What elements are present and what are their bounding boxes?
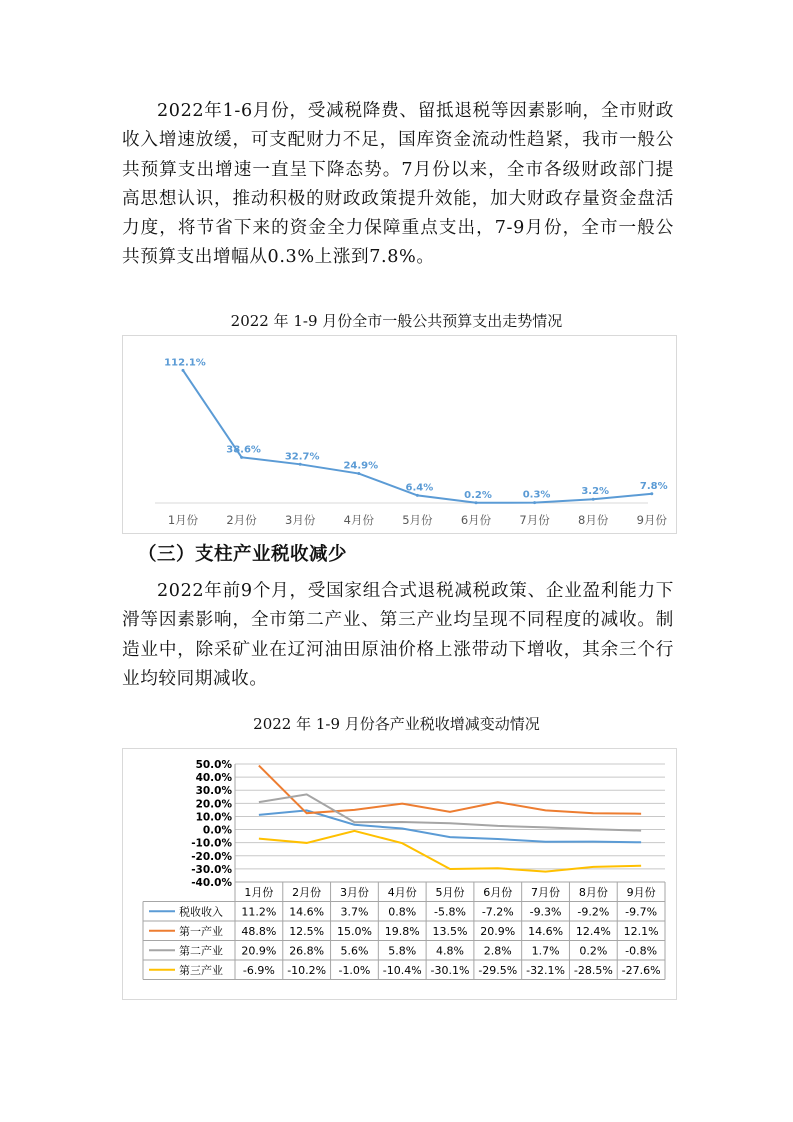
chart2-table-cell: 48.8% (241, 925, 277, 938)
chart2-x-tick-label: 9月份 (626, 886, 656, 899)
chart1-data-label: 6.4% (405, 482, 434, 494)
chart2-y-tick-label: 0.0% (202, 824, 232, 837)
chart2-series-line-0 (259, 810, 641, 842)
chart2-table-cell: -32.1% (526, 964, 566, 977)
chart2-x-tick-label: 5月份 (435, 886, 465, 899)
chart2-y-tick-label: -30.0% (191, 863, 232, 876)
chart2-x-tick-label: 4月份 (387, 886, 417, 899)
chart2-table-cell: 5.6% (340, 944, 369, 958)
chart2-table-cell: 14.6% (528, 925, 564, 938)
chart2-table-cell: -6.9% (242, 964, 275, 977)
chart2-table-cell: 26.8% (289, 944, 325, 958)
chart2-table-cell: -10.2% (287, 964, 327, 977)
chart2-table-cell: 1.7% (531, 944, 560, 958)
chart1-point (299, 463, 302, 466)
chart1-x-tick-label: 8月份 (578, 513, 609, 527)
section-heading: （三）支柱产业税收减少 (138, 544, 348, 565)
chart2-table-cell: 2.8% (483, 944, 512, 958)
chart1-point (475, 501, 478, 504)
chart2-table-cell: -10.4% (382, 964, 422, 977)
chart2-table-cell: 14.6% (289, 905, 325, 919)
chart2-legend-label: 第二产业 (179, 944, 223, 958)
chart1-x-tick-label: 4月份 (343, 513, 374, 527)
chart1-x-tick-label: 6月份 (460, 513, 492, 527)
chart2-x-tick-label: 7月份 (531, 886, 561, 899)
chart2-y-tick-label: 40.0% (195, 772, 232, 785)
chart1-data-label: 38.6% (226, 444, 261, 456)
chart2-series-line-1 (259, 766, 641, 814)
chart2-table-cell: -27.6% (621, 964, 661, 977)
chart-industry-tax (122, 748, 677, 1000)
chart2-x-tick-label: 6月份 (483, 886, 513, 899)
chart2-table-cell: 19.8% (384, 925, 420, 938)
chart2-y-tick-label: 50.0% (195, 759, 232, 771)
chart2-x-tick-label: 2月份 (292, 886, 322, 899)
chart2-table-cell: 13.5% (432, 925, 468, 938)
chart2-caption: 2022 年 1-9 月份各产业税收增减变动情况 (253, 715, 540, 733)
chart2-y-tick-label: 10.0% (195, 811, 232, 824)
chart1-data-label: 0.2% (464, 489, 492, 501)
chart1-x-tick-label: 1月份 (167, 513, 199, 527)
chart2-legend-label: 税收收入 (179, 905, 223, 919)
chart1-x-tick-label: 9月份 (636, 513, 667, 527)
chart2-x-tick-label: 1月份 (244, 886, 274, 899)
chart1-x-tick-label: 3月份 (285, 513, 316, 527)
chart1-data-label: 112.1% (164, 357, 206, 369)
chart1-data-label: 0.3% (522, 489, 551, 501)
chart2-table-cell: -0.8% (625, 944, 658, 958)
chart2-y-tick-label: -10.0% (191, 837, 232, 850)
chart1-point (416, 494, 419, 497)
chart1-point (182, 369, 185, 372)
chart2-table-cell: -28.5% (573, 964, 613, 977)
chart1-x-tick-label: 7月份 (519, 513, 550, 527)
paragraph-industry-tax: 2022年前9个月，受国家组合式退税减税政策、企业盈利能力下滑等因素影响，全市第二产业、第三产业均呈现不同程度的减收。制造业中，除采矿业在辽河油田原油价格上涨带动下增收，其余三个行业均较同期减收。 (122, 581, 674, 689)
chart2-table-cell: 11.2% (241, 905, 277, 919)
chart1-data-label: 32.7% (284, 451, 320, 463)
chart1-x-tick-label: 2月份 (226, 513, 257, 527)
chart2-y-tick-label: -20.0% (191, 850, 232, 863)
paragraph-spending-trend: 2022年1-6月份，受减税降费、留抵退税等因素影响，全市财政收入增速放缓，可支配财力不足，国库资金流动性趋紧，我市一般公共预算支出增速一直呈下降态势。7月份以来，全市各级财政部门提高思想认识，推动积极的财政政策提升效能，加大财政存量资金盘活力度，将节省下来的资金全力保障重点支出，7-9月份，全市一般公共预算支出增幅从0.3%上涨到7.8%。 (122, 101, 674, 268)
chart2-table-cell: -7.2% (481, 905, 514, 919)
chart1-data-label: 3.2% (581, 486, 610, 498)
chart2-y-tick-label: 20.0% (195, 798, 232, 811)
chart2-table-cell: 12.1% (623, 925, 659, 938)
chart2-table-cell: 15.0% (336, 925, 372, 938)
chart2-table-cell: -5.8% (434, 905, 466, 919)
chart2-table-cell: -29.5% (478, 964, 518, 977)
chart2-x-tick-label: 8月份 (578, 886, 608, 899)
chart1-point (240, 456, 243, 459)
chart1-data-label: 24.9% (343, 460, 379, 472)
chart1-point (357, 472, 360, 475)
chart1-point (592, 498, 595, 501)
chart2-table-cell: 12.4% (575, 925, 611, 938)
chart1-point (650, 492, 653, 495)
chart-spending-trend (122, 335, 677, 534)
chart2-table-cell: -30.1% (430, 964, 470, 977)
chart2-legend-label: 第一产业 (179, 925, 223, 938)
chart2-legend-label: 第三产业 (179, 964, 223, 977)
chart2-table-cell: 0.8% (388, 905, 417, 919)
chart2-table-cell: -9.2% (577, 905, 610, 919)
chart2-table-cell: 5.8% (388, 944, 417, 958)
chart2-table-cell: 20.9% (480, 925, 516, 938)
chart2-table-cell: 4.8% (436, 944, 464, 958)
chart2-y-tick-label: -40.0% (191, 877, 232, 889)
chart2-table-cell: -9.3% (529, 905, 562, 919)
chart2-table-cell: -9.7% (625, 905, 658, 919)
chart1-x-tick-label: 5月份 (402, 513, 433, 527)
chart2-table-cell: 12.5% (289, 925, 325, 938)
chart2-x-tick-label: 3月份 (339, 886, 369, 899)
chart1-point (533, 501, 536, 504)
chart2-table-cell: -1.0% (338, 964, 371, 977)
chart2-table-cell: 3.7% (340, 905, 369, 919)
chart1-caption: 2022 年 1-9 月份全市一般公共预算支出走势情况 (230, 312, 563, 330)
chart2-table-cell: 20.9% (241, 944, 277, 958)
chart2-y-tick-label: 30.0% (195, 785, 232, 798)
chart2-table-cell: 0.2% (579, 944, 608, 958)
chart1-data-label: 7.8% (639, 480, 668, 492)
